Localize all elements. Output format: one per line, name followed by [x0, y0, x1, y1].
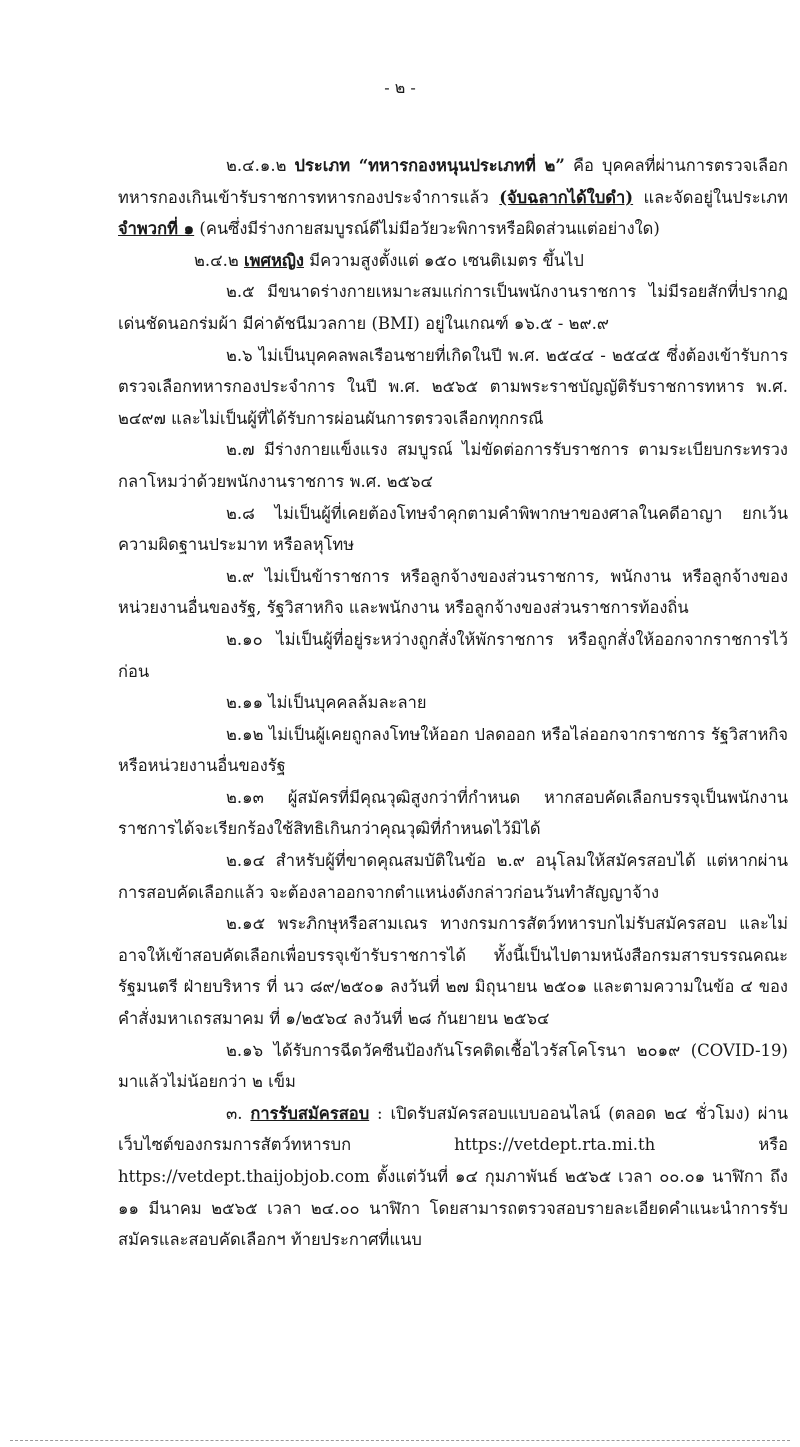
text-run: ๒.๑๖ ได้รับการฉีดวัคซีนป้องกันโรคติดเชื้อไวรัสโคโรนา ๒๐๑๙ (COVID-19) มาแล้วไม่น้อยกว่า ๒ เข็ม — [118, 1040, 788, 1092]
scan-edge-line — [10, 1440, 790, 1441]
text-run: ๒.๙ ไม่เป็นข้าราชการ หรือลูกจ้างของส่วนราชการ, พนักงาน หรือลูกจ้างของหน่วยงานอื่นของรัฐ, รัฐวิสาหกิจ และพนักงาน หรือลูกจ้างของส่วนราชการท้องถิ่น — [118, 566, 788, 618]
text-run: ๒.๗ มีร่างกายแข็งแรง สมบูรณ์ ไม่ขัดต่อการรับราชการ ตามระเบียบกระทรวงกลาโหมว่าด้วยพนักงานราชการ พ.ศ. ๒๕๖๔ — [118, 440, 788, 491]
text-run: ๓. — [226, 1103, 251, 1123]
paragraph-2-15 — [118, 908, 788, 1034]
text-run: ๒.๑๓ ผู้สมัครที่มีคุณวุฒิสูงกว่าที่กำหนด หากสอบคัดเลือกบรรจุเป็นพนักงานราชการได้จะเรียกร้องใช้สิทธิเกินกว่าคุณวุฒิที่กำหนดไว้มิได้ — [118, 787, 788, 839]
text-run: : เปิดรับสมัครสอบแบบออนไลน์ (ตลอด ๒๔ ชั่วโมง) ผ่านเว็บไซต์ของกรมการสัตว์ทหารบก https://vetdept.rta.mi.th หรือ https://vetdept.thaijobjob.com ตั้งแต่วันที่ ๑๔ กุมภาพันธ์ ๒๕๖๕ เวลา ๐๐.๐๑ นาฬิกา ถึง ๑๑ มีนาคม ๒๕๖๕ เวลา ๒๔.๐๐ นาฬิกา โดยสามารถตรวจสอบรายละเอียดคำแนะนำการรับสมัครและสอบคัดเลือกฯ ท้ายประกาศที่แนบ — [118, 1103, 788, 1250]
paragraph-2-8 — [118, 498, 788, 561]
text-run: มีความสูงตั้งแต่ ๑๕๐ เซนติเมตร ขึ้นไป — [303, 250, 584, 270]
paragraph-2-9 — [118, 561, 788, 624]
paragraph-2-6 — [118, 340, 788, 435]
paragraph-2-5 — [118, 276, 788, 339]
paragraph-2-13 — [118, 782, 788, 845]
text-run: เพศหญิง — [243, 250, 304, 270]
text-run: ๒.๕ มีขนาดร่างกายเหมาะสมแก่การเป็นพนักงานราชการ ไม่มีรอยสักที่ปรากฏเด่นชัดนอกร่มผ้า มีค่าดัชนีมวลกาย (BMI) อยู่ในเกณฑ์ ๑๖.๕ - ๒๙.๙ — [118, 282, 788, 333]
paragraph-2-7 — [118, 434, 788, 497]
paragraph-2-11 — [118, 687, 788, 719]
text-run: จำพวกที่ ๑ — [118, 219, 195, 239]
text-run: ๒.๑๕ พระภิกษุหรือสามเณร ทางกรมการสัตว์ทหารบกไม่รับสมัครสอบ และไม่อาจให้เข้าสอบคัดเลือกเพื่อบรรจุเข้ารับราชการได้ ทั้งนี้เป็นไปตามหนังสือกรมสารบรรณคณะรัฐมนตรี ฝ่ายบริหาร ที่ นว ๘๙/๒๕๐๑ ลงวันที่ ๒๗ มิถุนายน ๒๕๐๑ และตามความในข้อ ๔ ของคำสั่งมหาเถรสมาคม ที่ ๑/๒๕๖๔ ลงวันที่ ๒๘ กันยายน ๒๕๖๔ — [118, 914, 788, 1029]
text-run: ๒.๑๒ ไม่เป็นผู้เคยถูกลงโทษให้ออก ปลดออก หรือไล่ออกจากราชการ รัฐวิสาหกิจหรือหน่วยงานอื่นของรัฐ — [118, 724, 788, 776]
text-run: ๒.๔.๒ — [194, 250, 244, 270]
text-run: ๒.๑๐ ไม่เป็นผู้ที่อยู่ระหว่างถูกสั่งให้พักราชการ หรือถูกสั่งให้ออกจากราชการไว้ก่อน — [118, 629, 788, 681]
page-number: - ๒ - — [384, 78, 416, 97]
text-run: คือ บุคคลที่ผ่านการตรวจเลือกทหารกองเกินเข้ารับราชการทหารกองประจำการแล้ว — [118, 156, 788, 207]
text-run: และจัดอยู่ในประเภท — [633, 187, 788, 207]
paragraph-2-4-1-2 — [118, 150, 788, 245]
paragraph-2-12 — [118, 719, 788, 782]
text-run: (คนซึ่งมีร่างกายสมบูรณ์ดีไม่มีอวัยวะพิการหรือผิดส่วนแต่อย่างใด) — [194, 219, 660, 239]
text-run: ๒.๑๔ สำหรับผู้ที่ขาดคุณสมบัติในข้อ ๒.๙ อนุโลมให้สมัครสอบได้ แต่หากผ่านการสอบคัดเลือกแล้ว จะต้องลาออกจากตำแหน่งดังกล่าวก่อนวันทำสัญญาจ้าง — [118, 851, 788, 902]
text-run: ๒.๑๑ ไม่เป็นบุคคลล้มละลาย — [226, 693, 427, 713]
document-body — [118, 150, 788, 1256]
text-run: ๒.๔.๑.๒ — [226, 156, 295, 175]
text-run: ๒.๖ ไม่เป็นบุคคลพลเรือนชายที่เกิดในปี พ.ศ. ๒๕๔๔ - ๒๕๔๕ ซึ่งต้องเข้ารับการตรวจเลือกทหารกองประจำการ ในปี พ.ศ. ๒๕๖๕ ตามพระราชบัญญัติรับราชการทหาร พ.ศ. ๒๔๙๗ และไม่เป็นผู้ที่ได้รับการผ่อนผันการตรวจเลือกทุกกรณี — [118, 345, 788, 428]
paragraph-2-4-2 — [118, 245, 788, 277]
text-run: การรับสมัครสอบ — [250, 1103, 370, 1123]
paragraph-2-10 — [118, 624, 788, 687]
text-run: ประเภท “ทหารกองหนุนประเภทที่ ๒” — [294, 156, 565, 175]
paragraph-3 — [118, 1098, 788, 1256]
text-run: (จับฉลากได้ใบดำ) — [499, 187, 634, 207]
paragraph-2-14 — [118, 845, 788, 908]
text-run: ๒.๘ ไม่เป็นผู้ที่เคยต้องโทษจำคุกตามคำพิพากษาของศาลในคดีอาญา ยกเว้นความผิดฐานประมาท หรือลหุโทษ — [118, 503, 788, 555]
paragraph-2-16 — [118, 1035, 788, 1098]
